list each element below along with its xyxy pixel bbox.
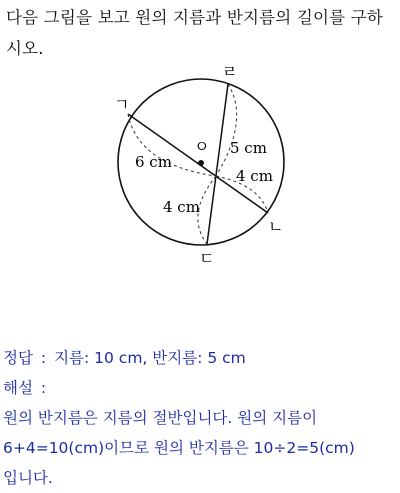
length-5cm: 5 cm — [230, 139, 267, 157]
question-line-1: 다음 그림을 보고 원의 지름과 반지름의 길이를 구하 — [6, 8, 384, 27]
explanation-label: 해설 — [3, 379, 33, 397]
label-point-r: ㄹ — [222, 62, 238, 81]
question-line-2: 시오. — [6, 39, 44, 58]
answer-text: 지름: 10 cm, 반지름: 5 cm — [54, 349, 246, 367]
label-point-n: ㄴ — [268, 217, 284, 236]
explanation-line-1: 원의 반지름은 지름의 절반입니다. 원의 지름이 — [3, 409, 318, 427]
length-6cm: 6 cm — [135, 153, 172, 171]
answer-colon: : — [40, 349, 47, 367]
bracket-4cm-bottom — [198, 176, 216, 244]
answer-section — [3, 343, 399, 493]
answer-row — [3, 343, 399, 373]
explanation-line-2: 6+4=10(cm)이므로 원의 반지름은 10÷2=5(cm) — [3, 439, 355, 457]
label-point-g: ㄱ — [114, 95, 130, 114]
explanation-line-3: 입니다. — [3, 469, 53, 487]
explanation-heading — [3, 373, 399, 403]
length-4cm-right: 4 cm — [236, 167, 273, 185]
label-center-o: ㅇ — [194, 137, 210, 156]
center-point — [198, 160, 204, 166]
answer-label: 정답 — [3, 349, 33, 367]
length-4cm-bottom: 4 cm — [163, 198, 200, 216]
explanation-colon: : — [40, 379, 47, 397]
diameter-r-d — [207, 84, 228, 244]
label-point-d: ㄷ — [199, 249, 215, 268]
